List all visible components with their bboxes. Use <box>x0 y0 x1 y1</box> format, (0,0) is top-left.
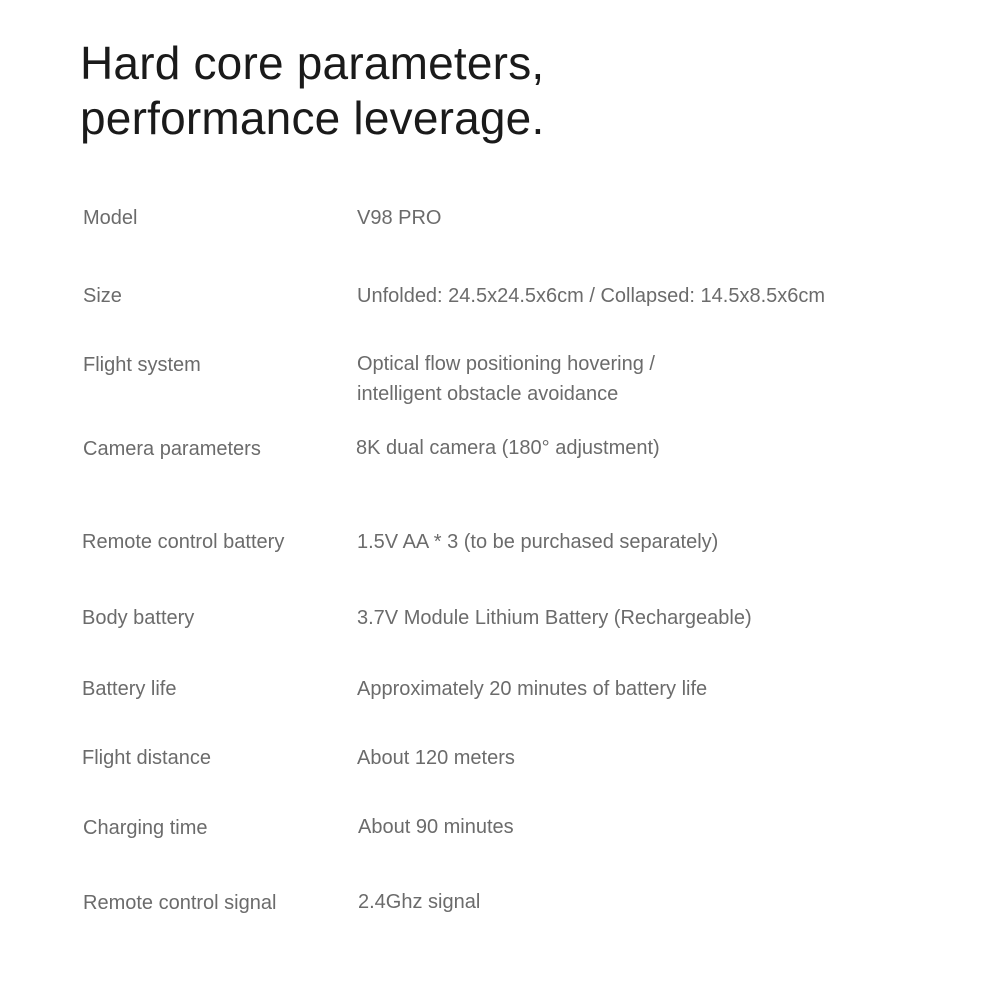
spec-label-charging-time: Charging time <box>83 817 208 839</box>
spec-value-flight-system-line-1: Optical flow positioning hovering / <box>357 353 655 375</box>
spec-value-flight-distance: About 120 meters <box>357 747 515 769</box>
spec-value-charging-time: About 90 minutes <box>358 816 514 838</box>
spec-label-flight-distance: Flight distance <box>82 747 211 769</box>
spec-value-remote-control-signal: 2.4Ghz signal <box>358 891 481 913</box>
spec-label-remote-control-signal: Remote control signal <box>83 892 277 914</box>
spec-value-flight-system-line-2: intelligent obstacle avoidance <box>357 383 619 405</box>
spec-value-body-battery: 3.7V Module Lithium Battery (Rechargeable) <box>357 607 752 629</box>
page-title-line-1: Hard core parameters, <box>80 37 545 89</box>
spec-label-remote-control-battery: Remote control battery <box>82 531 285 553</box>
spec-value-battery-life: Approximately 20 minutes of battery life <box>357 678 708 700</box>
spec-label-camera-parameters: Camera parameters <box>83 438 261 460</box>
spec-label-model: Model <box>83 207 138 229</box>
spec-value-camera-parameters: 8K dual camera (180° adjustment) <box>356 437 660 459</box>
spec-label-size: Size <box>83 285 122 307</box>
spec-label-flight-system: Flight system <box>83 354 201 376</box>
spec-label-body-battery: Body battery <box>82 607 195 629</box>
spec-value-remote-control-battery: 1.5V AA * 3 (to be purchased separately) <box>357 531 719 553</box>
page-title-line-2: performance leverage. <box>80 92 545 144</box>
spec-label-battery-life: Battery life <box>82 678 177 700</box>
spec-value-size: Unfolded: 24.5x24.5x6cm / Collapsed: 14.5x8.5x6cm <box>357 285 826 307</box>
spec-value-model: V98 PRO <box>357 207 442 229</box>
page-title <box>80 36 544 146</box>
